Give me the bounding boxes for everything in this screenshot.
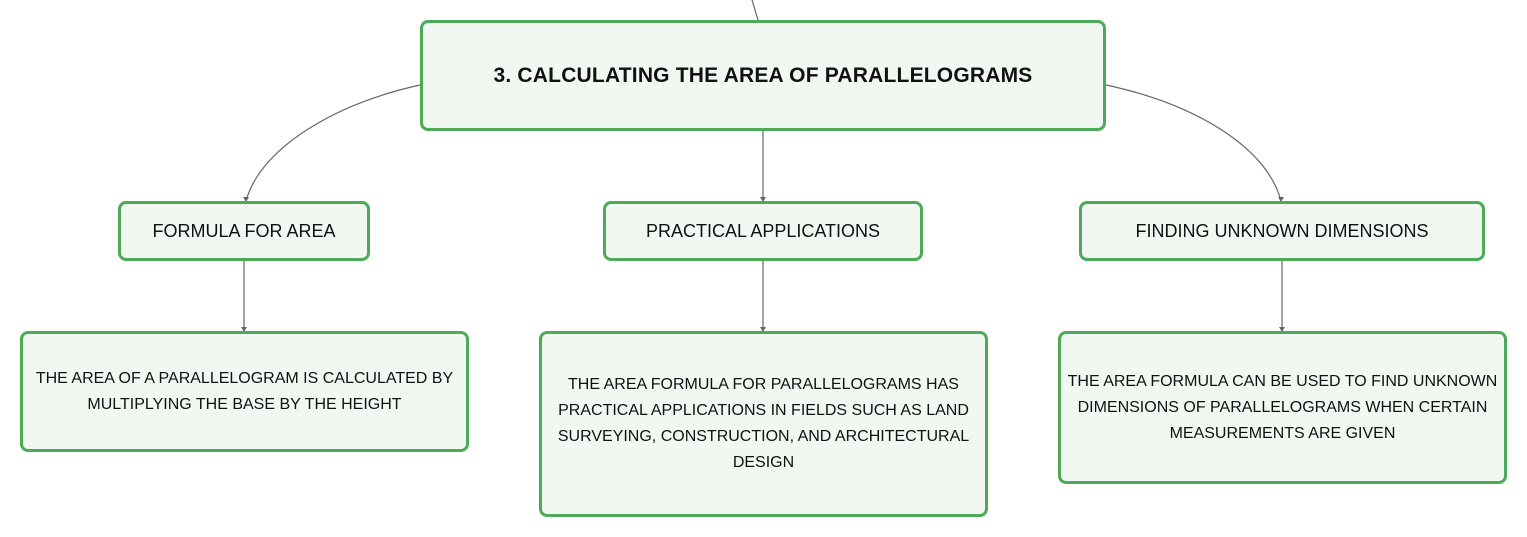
main-topic-node[interactable] — [420, 20, 1106, 131]
topic-label: FORMULA FOR AREA — [152, 220, 336, 241]
detail-node-finding-unknown-dimensions[interactable] — [1058, 331, 1507, 484]
detail-node-practical-applications[interactable] — [539, 331, 988, 517]
topic-node-practical-applications[interactable] — [603, 201, 923, 261]
connector-to-parent — [752, 0, 758, 20]
topic-label: FINDING UNKNOWN DIMENSIONS — [1135, 220, 1429, 241]
topic-node-formula-for-area[interactable] — [118, 201, 370, 261]
detail-text: THE AREA FORMULA FOR PARALLELOGRAMS HAS PRACTICAL APPLICATIONS IN FIELDS SUCH AS LAND SURVEYING, CONSTRUCTION, AND ARCHITECTURAL DESIGN — [557, 376, 970, 471]
main-topic-label: 3. CALCULATING THE AREA OF PARALLELOGRAMS — [493, 63, 1033, 87]
detail-node-formula-for-area[interactable] — [20, 331, 469, 452]
detail-text: THE AREA FORMULA CAN BE USED TO FIND UNKNOWN DIMENSIONS OF PARALLELOGRAMS WHEN CERTAIN MEASUREMENTS ARE GIVEN — [1067, 372, 1498, 442]
detail-text: THE AREA OF A PARALLELOGRAM IS CALCULATED BY MULTIPLYING THE BASE BY THE HEIGHT — [35, 369, 454, 413]
topic-label: PRACTICAL APPLICATIONS — [645, 220, 881, 241]
topic-node-finding-unknown-dimensions[interactable] — [1079, 201, 1485, 261]
connector-main-to-unknown — [1106, 85, 1281, 201]
connector-main-to-formula — [246, 85, 420, 201]
